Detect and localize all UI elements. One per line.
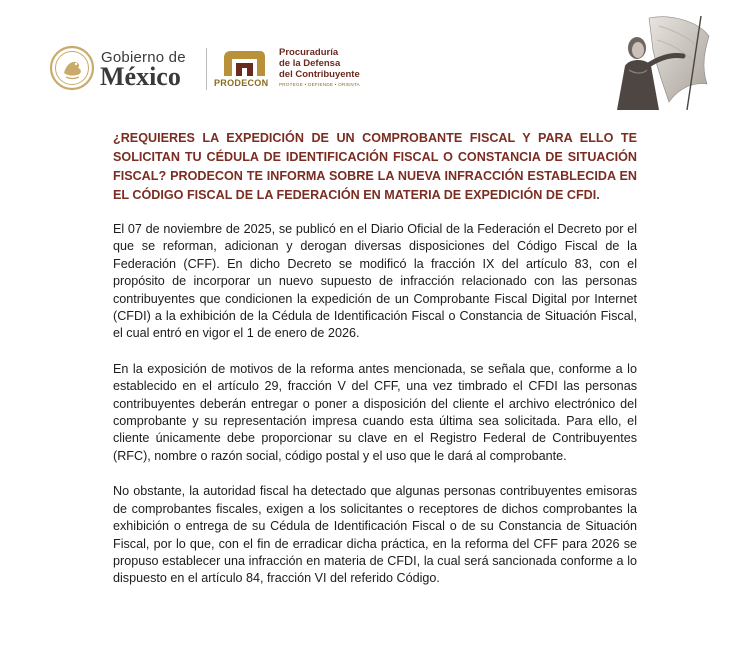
prodecon-name-line: Procuraduría [279, 47, 339, 58]
page-header [0, 0, 750, 120]
mexico-wordmark: México [100, 62, 181, 91]
gobierno-label: Gobierno de [101, 49, 186, 66]
paragraph: El 07 de noviembre de 2025, se publicó en el Diario Oficial de la Federación el Decreto por el que se reforman, adicionan y derogan diversas disposiciones del Código Fiscal de la Federación (CFF). En dicho Decreto se modificó la fracción IX del artículo 83, con el propósito de incorporar un nuevo supuesto de infracción relacionado con las personas contribuyentes que condicionen la expedición de un Comprobante Fiscal Digital por Internet (CFDI) a la exhibición de la Cédula de Identificación Fiscal o Constancia de Situación Fiscal, el cual entró en vigor el 1 de enero de 2026. [113, 222, 637, 341]
prodecon-tagline: PROTEGE • DEFIENDE • ORIENTA [279, 82, 360, 87]
prodecon-acronym: PRODECON [214, 78, 269, 88]
paragraph: No obstante, la autoridad fiscal ha detectado que algunas personas contribuyentes emisoras de comprobantes fiscales, exigen a los solicitantes o receptores de dichos comprobantes la exhibición o entrega de su Cédula de Identificación Fiscal o de su Constancia de Situación Fiscal, por lo que, con el fin de erradicar dicha práctica, en la reforma del CFF para 2026 se propuso establecer una infracción en materia de CFDI, la cual será sancionada conforme a lo dispuesto en el artículo 84, fracción VI del referido Código. [113, 484, 637, 586]
heroine-illustration [609, 14, 713, 110]
document-headline: ¿REQUIERES LA EXPEDICIÓN DE UN COMPROBANTE FISCAL Y PARA ELLO TE SOLICITAN TU CÉDULA DE IDENTIFICACIÓN FISCAL O CONSTANCIA DE SITUACIÓN FISCAL? PRODECON TE INFORMA SOBRE LA NUEVA INFRACCIÓN ESTABLECIDA EN EL CÓDIGO FISCAL DE LA FEDERACIÓN EN MATERIA DE EXPEDICIÓN DE CFDI. [113, 131, 637, 202]
prodecon-logo-icon [220, 48, 268, 78]
header-divider [206, 48, 207, 90]
mexico-seal-icon [49, 45, 95, 91]
prodecon-name-line: del Contribuyente [279, 69, 360, 80]
prodecon-name-line: de la Defensa [279, 58, 341, 69]
prodecon-full-name [279, 47, 389, 80]
paragraph: En la exposición de motivos de la reforma antes mencionada, se señala que, conforme a lo establecido en el artículo 29, fracción V del CFF, una vez timbrado el CFDI las personas contribuyentes deberán entregar o poner a disposición del cliente el archivo electrónico del comprobante y su representación impresa cuando esta última sea solicitada. Para ello, el cliente únicamente debe proporcionar su clave en el Registro Federal de Contribuyentes (RFC), nombre o razón social, código postal y el uso que le dará al comprobante. [113, 361, 637, 463]
document-body [113, 129, 637, 606]
